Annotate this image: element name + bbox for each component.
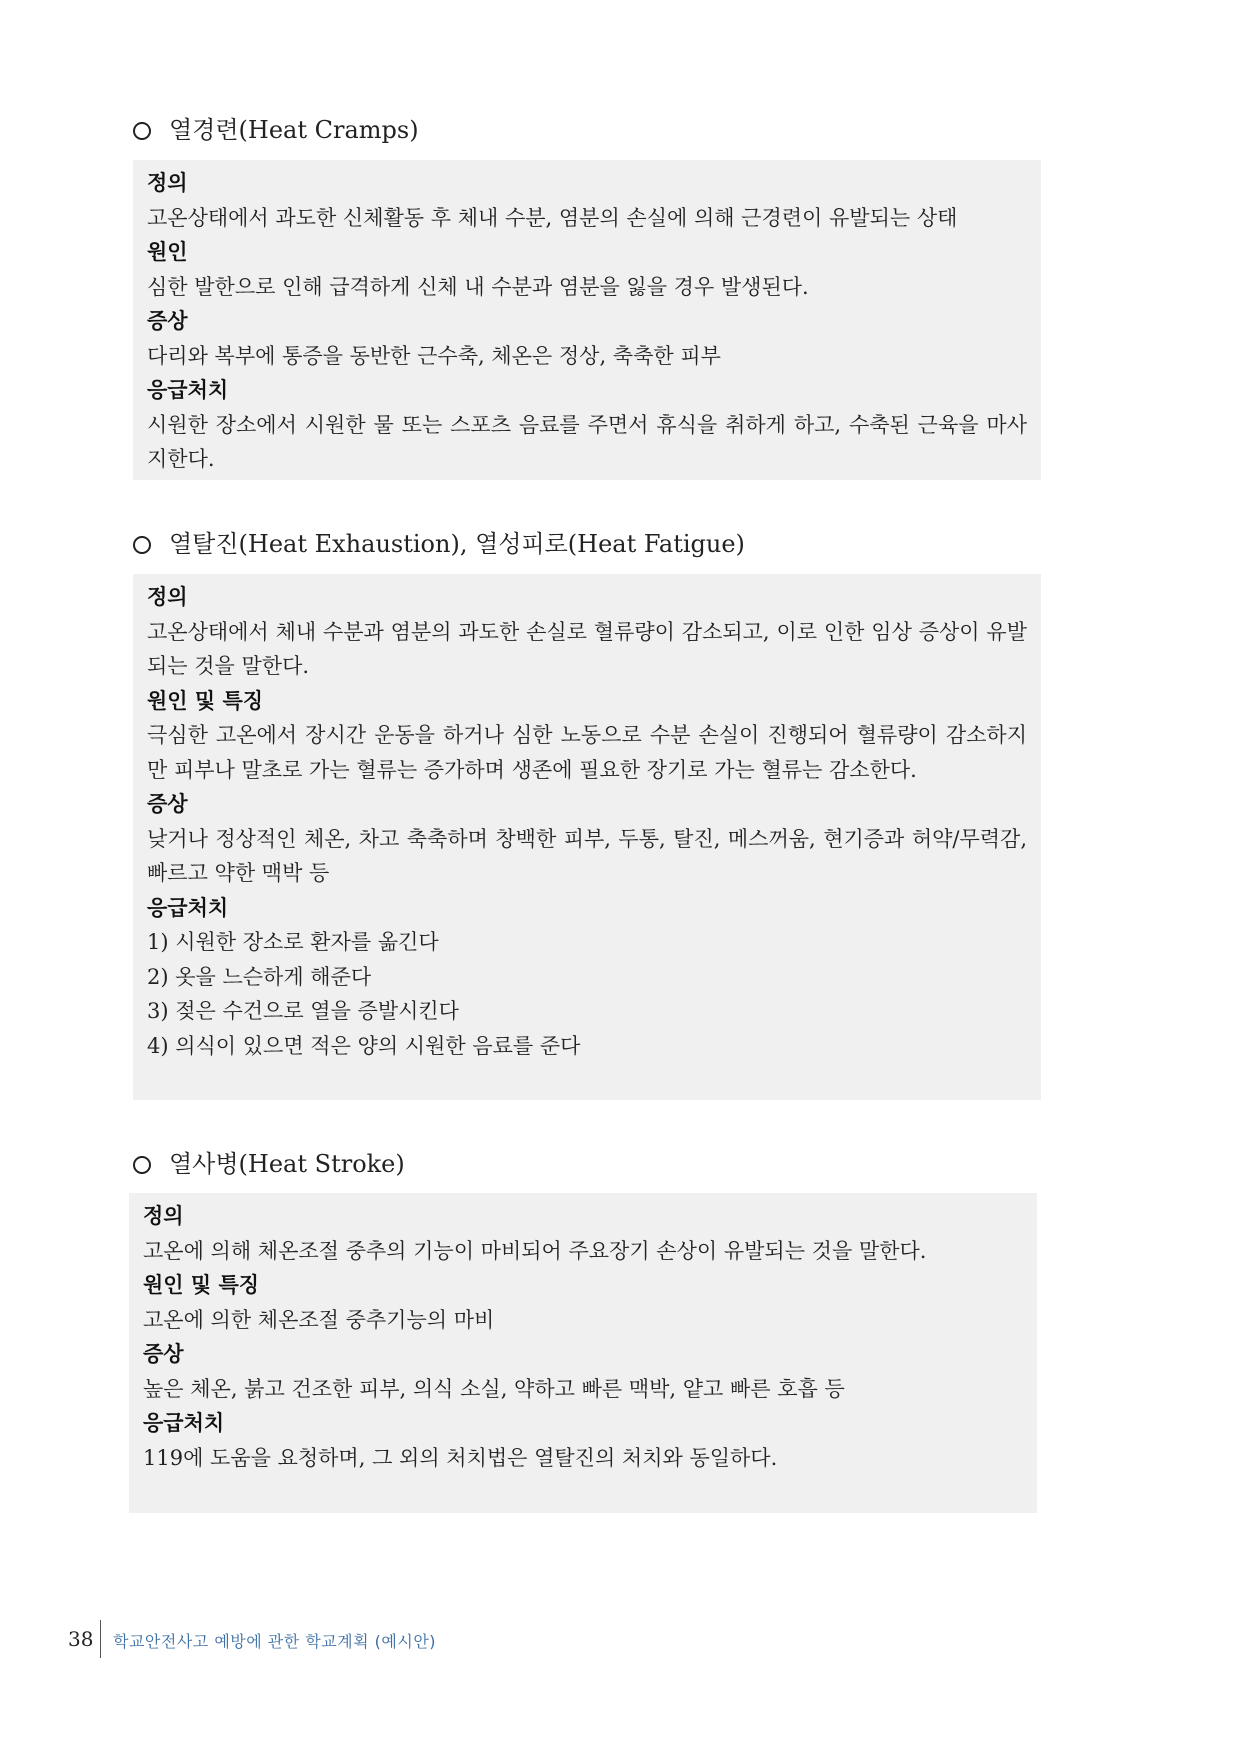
text-definition: 고온상태에서 과도한 신체활동 후 체내 수분, 염분의 손실에 의해 근경련이 유발되는 상태 xyxy=(147,205,958,230)
info-box-heat-cramps xyxy=(133,160,1041,480)
section-title xyxy=(133,115,419,145)
page-number: 38 xyxy=(68,1627,94,1651)
circle-bullet-icon xyxy=(133,122,151,140)
section-title-text: 열경련(Heat Cramps) xyxy=(169,116,419,144)
first-aid-step: 4) 의식이 있으면 적은 양의 시원한 음료를 준다 xyxy=(147,1033,581,1058)
label-cause: 원인 및 특징 xyxy=(143,1273,260,1297)
first-aid-step: 1) 시원한 장소로 환자를 옮긴다 xyxy=(147,930,439,954)
text-cause: 심한 발한으로 인해 급격하게 신체 내 수분과 염분을 잃을 경우 발생된다. xyxy=(147,274,809,299)
label-definition: 정의 xyxy=(143,1204,184,1228)
footer-doc-title: 학교안전사고 예방에 관한 학교계획 (예시안) xyxy=(113,1632,437,1651)
text-cause: 극심한 고온에서 장시간 운동을 하거나 심한 노동으로 수분 손실이 진행되어 혈류량이 감소하지만 피부나 말초로 가는 혈류는 증가하며 생존에 필요한 장기로 가는 혈류는 감소한다. xyxy=(147,723,1027,782)
label-symptoms: 증상 xyxy=(147,309,188,333)
label-symptoms: 증상 xyxy=(147,792,188,816)
label-first-aid: 응급처치 xyxy=(147,378,229,402)
text-symptoms: 높은 체온, 붉고 건조한 피부, 의식 소실, 약하고 빠른 맥박, 얕고 빠른 호흡 등 xyxy=(143,1376,845,1401)
label-definition: 정의 xyxy=(147,171,188,195)
first-aid-step: 2) 옷을 느슨하게 해준다 xyxy=(147,964,372,989)
label-cause: 원인 및 특징 xyxy=(147,688,264,713)
text-definition: 고온상태에서 체내 수분과 염분의 과도한 손실로 혈류량이 감소되고, 이로 인한 임상 증상이 유발되는 것을 말한다. xyxy=(147,619,1027,678)
text-cause: 고온에 의한 체온조절 중추기능의 마비 xyxy=(143,1307,495,1332)
section-title xyxy=(133,529,745,559)
text-symptoms: 다리와 복부에 통증을 동반한 근수축, 체온은 정상, 축축한 피부 xyxy=(147,343,721,368)
label-first-aid: 응급처치 xyxy=(147,895,229,920)
text-symptoms: 낮거나 정상적인 체온, 차고 축축하며 창백한 피부, 두통, 탈진, 메스꺼움, 현기증과 허약/무력감, 빠르고 약한 맥박 등 xyxy=(147,826,1027,885)
label-symptoms: 증상 xyxy=(143,1342,184,1366)
circle-bullet-icon xyxy=(133,536,151,554)
circle-bullet-icon xyxy=(133,1156,151,1174)
info-box-heat-stroke xyxy=(129,1193,1037,1513)
label-cause: 원인 xyxy=(147,240,188,264)
label-first-aid: 응급처치 xyxy=(143,1411,225,1435)
first-aid-step: 3) 젖은 수건으로 열을 증발시킨다 xyxy=(147,999,459,1023)
info-box-heat-exhaustion xyxy=(133,574,1041,1100)
section-title xyxy=(133,1149,405,1179)
text-first-aid: 시원한 장소에서 시원한 물 또는 스포츠 음료를 주면서 휴식을 취하게 하고, 수축된 근육을 마사지한다. xyxy=(147,412,1027,471)
label-definition: 정의 xyxy=(147,585,188,609)
text-definition: 고온에 의해 체온조절 중추의 기능이 마비되어 주요장기 손상이 유발되는 것을 말한다. xyxy=(143,1238,927,1263)
section-title-text: 열사병(Heat Stroke) xyxy=(169,1150,405,1178)
text-first-aid: 119에 도움을 요청하며, 그 외의 처치법은 열탈진의 처치와 동일하다. xyxy=(143,1445,778,1470)
footer-divider xyxy=(100,1620,101,1658)
section-title-text: 열탈진(Heat Exhaustion), 열성피로(Heat Fatigue) xyxy=(169,530,745,558)
